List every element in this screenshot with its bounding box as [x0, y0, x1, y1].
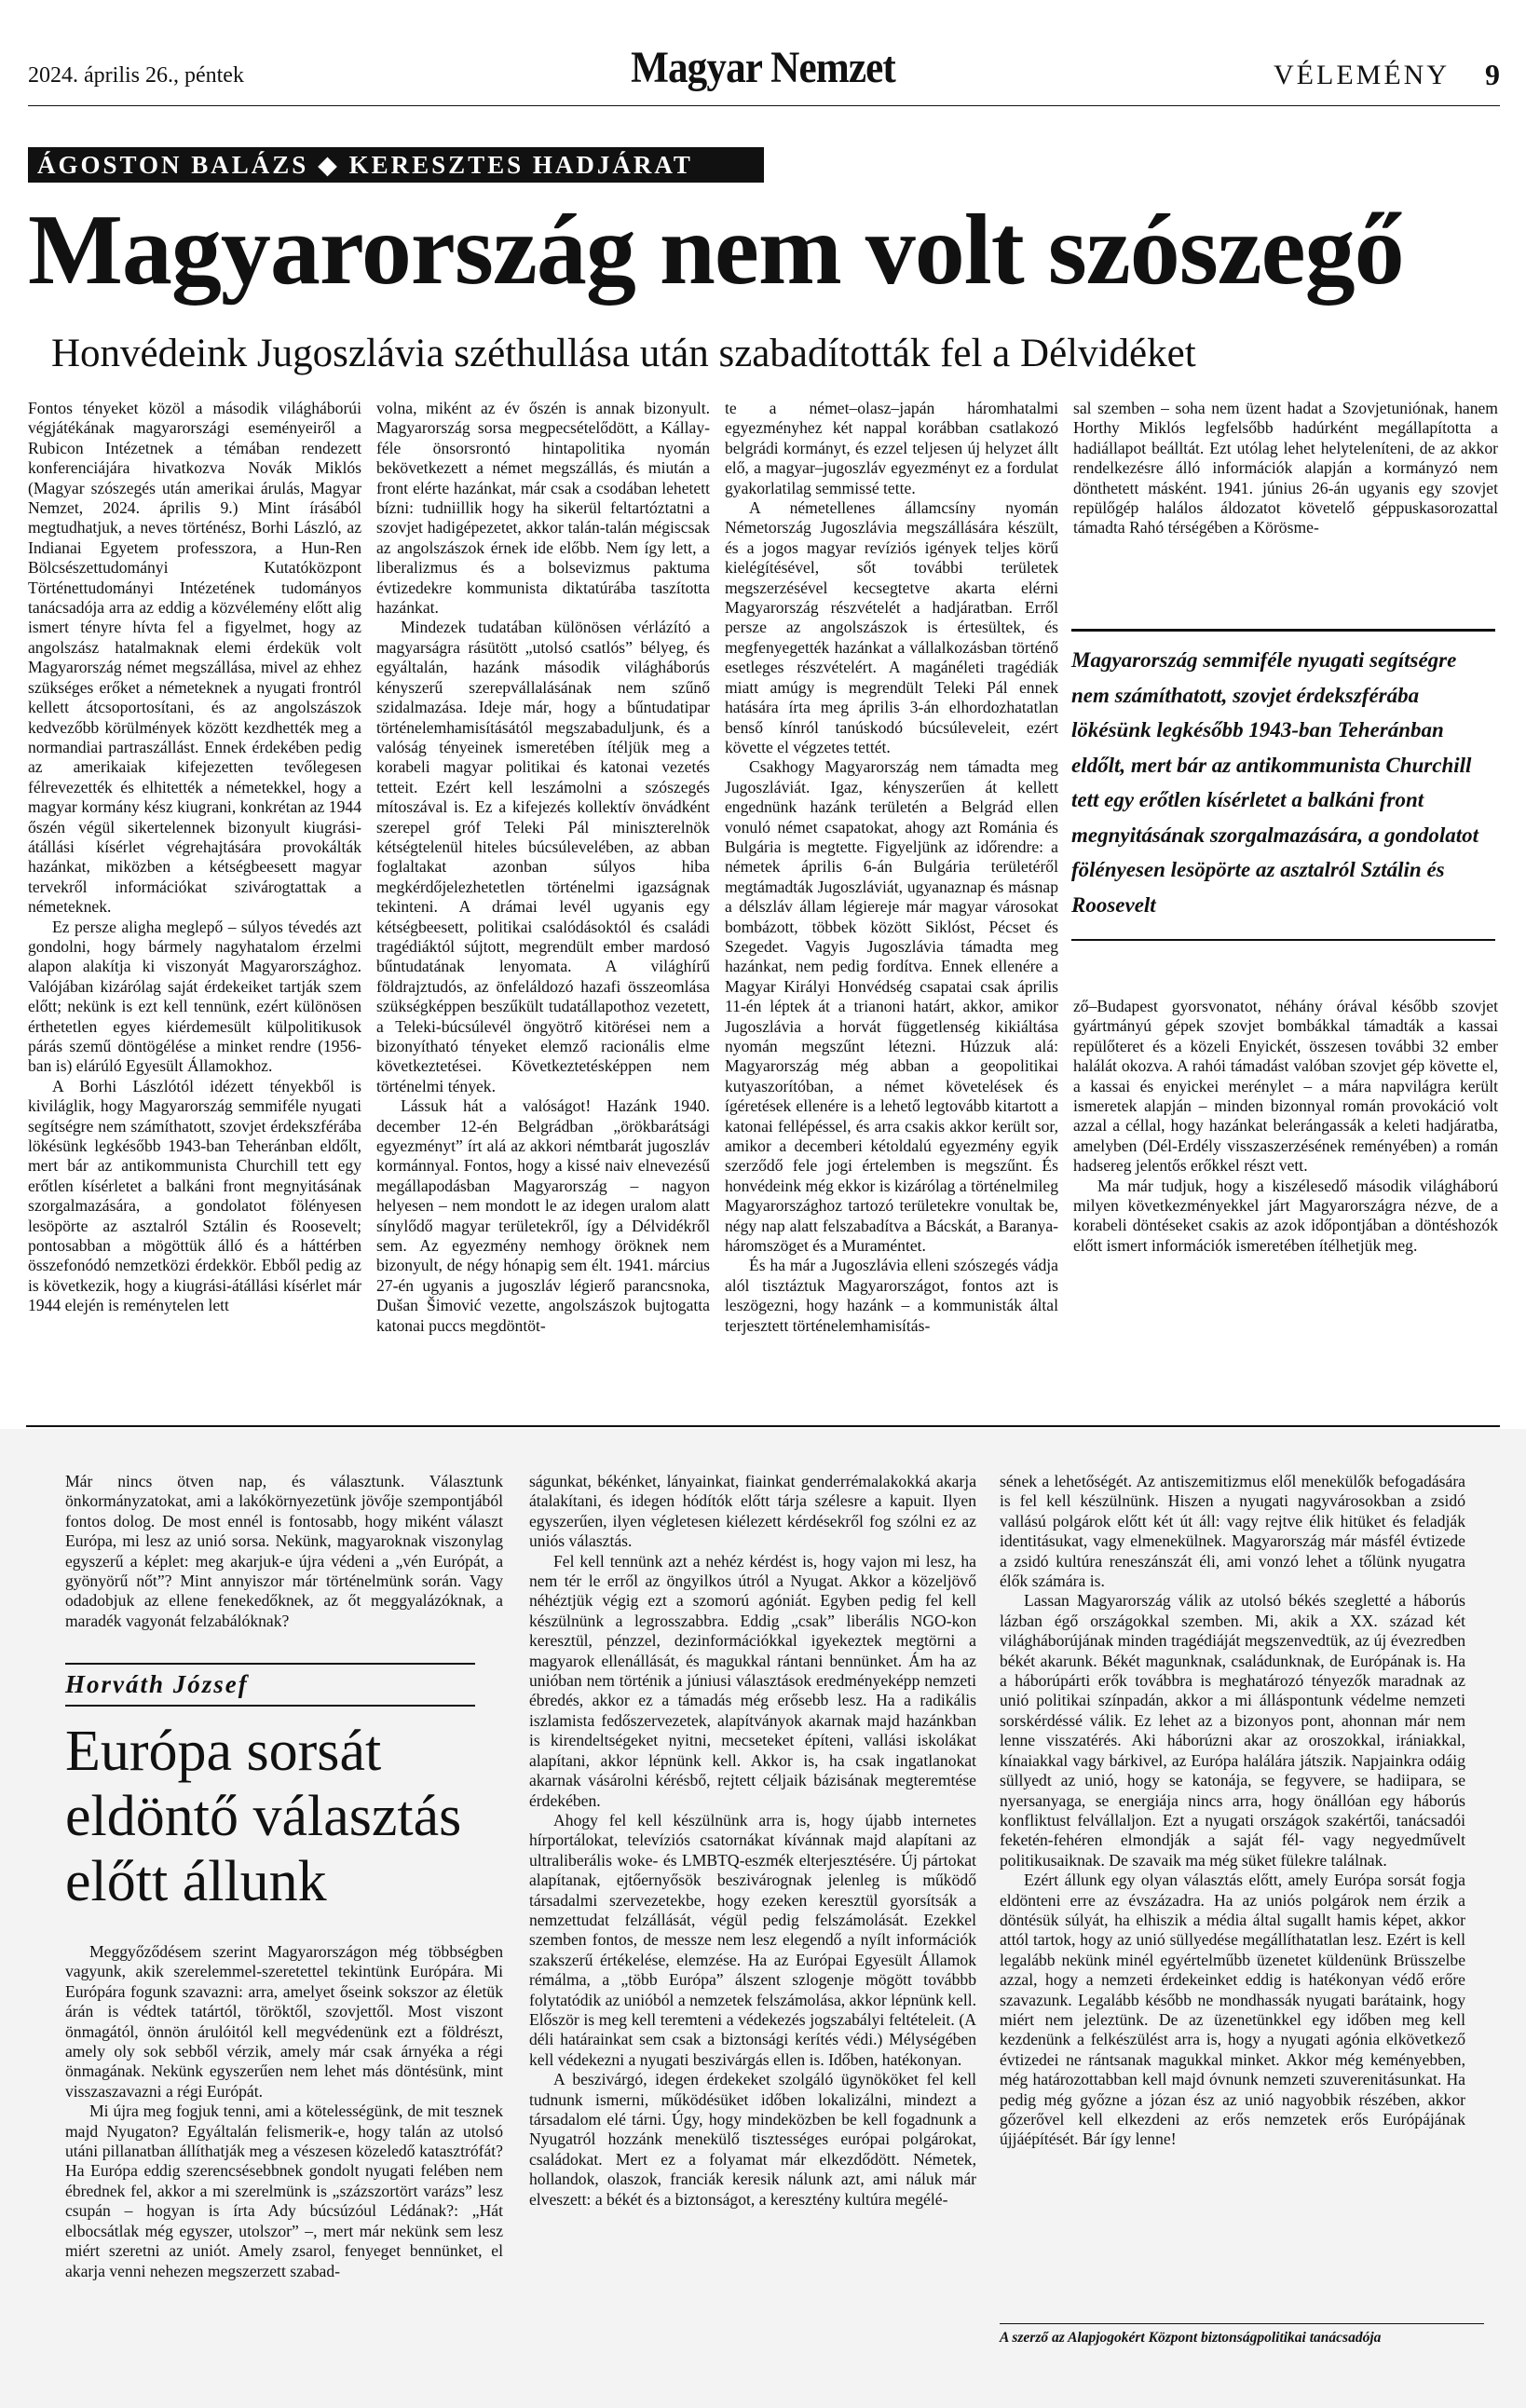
article-headline: Magyarország nem volt szószegő: [28, 195, 1404, 306]
paragraph: A beszivárgó, idegen érdekeket szolgáló ügynököket fel kell tudnunk ismerni, működésüket időben lokalizálni, mindezt a társadalom elé tárni. Úgy, hogy mindeközben be kell fogadnunk a Nyugatról hozzánk menekülő tisztességes európai polgárokat, családokat. Mert ez a folyamat már elkezdődött. Németek, hollandok, olaszok, franciák keresik nálunk azt, ami náluk már elveszett: a békét és a biztonságot, a keresztény kultúra megélé-: [529, 2070, 976, 2209]
section-name: VÉLEMÉNY: [1274, 60, 1450, 90]
article1-column-2: [376, 399, 710, 1336]
paragraph: Ez persze aligha meglepő – súlyos tévedés azt gondolni, hogy bármely nagyhatalom érzelmi alapon alakítja ki viszonyát Magyarországhoz. Valójában kizárólag saját érdekeiket tartják szem előtt; nekünk is ezt kell tennünk, ezért különösen érthetetlen egyes kiérdemesült külpolitikusok párás szemű döntögélése a minket rendre (1956-ban is) elárúló Egyesült Államokhoz.: [28, 917, 361, 1076]
masthead: Magyar Nemzet: [631, 43, 895, 92]
paragraph: Lassan Magyarország válik az utolsó békés szegletté a háborús lázban égő országokkal szemben. Mi, akik a XX. század két világháborújának minden tragédiáját megszenvedtük, az új évezredben békét akarunk. Békét magunknak, családunknak, de Európának is. Ha a háborúpárti erők továbbra is meghatározó tényezők maradnak az unió politikai színpadán, akkor a mi álláspontunk védelme nemzeti sorskérdéssé válik. Ez lehet az a bizonyos pont, ahonnan már nem lenne visszatérés. Aki háborúzni akar az oroszokkal, irániakkal, kínaiakkal vagy bárkivel, az Európa halálára játszik. Napjainkra odáig süllyedt az unió, hogy se katonája, se fegyvere, se hadiipara, se nyersanyaga, se energiája nincs arra, hogy önállóan egy háborús konfliktust felvállaljon. Ezt a nyugati országok szakértői, tanácsadói feketén-fehéren elmondják a saját fél- vagy negyedművelt politikusaiknak. De szavaik ma még süket fülekre találnak.: [1000, 1591, 1465, 1870]
issue-date: 2024. április 26., péntek: [28, 63, 244, 88]
paragraph: Ahogy fel kell készülnünk arra is, hogy újabb internetes hírportálokat, televíziós csatornákat kívánnak majd alapítani az ultraliberális woke- és LMBTQ-eszmék elterjesztésére. Új pártokat alapítanak, ejtőernyősök beszivárognak jelenleg is működő társadalmi szervezetekbe, hogy ezeken keresztül gyorsítsák a nemzettudat felzállását, végül pedig felszámolását. Ezekkel szemben fontos, de messze nem lesz elegendő a nyílt információk szakszerű értékelése, elemzése. Ha az Európai Egyesült Államok rémálma, a „több Európa” álszent szlogenje mögött továbbb folytatódik az unióból a nemzetek felszámolása, akkor lépnünk kell. Először is meg kell teremteni a védekezés jogszabályi feltételeit. (A déli határainkat sem csak a biztonsági kerítés védi.) Mélységében kell védekezni a nyugati beszivárgás ellen is. Időben, hatékonyan.: [529, 1810, 976, 2069]
paragraph: ző–Budapest gyorsvonatot, néhány órával később szovjet gyártmányú gépek szovjet bombákkal támadták a kassai repülőteret és a közeli Enyickét, összesen további 32 ember halálát okozva. A rahói támadást valóban szovjet gép követte el, a kassai és enyickei merénylet – a mára napvilágra került ismeretek alapján – minden bizonnyal román provokáció volt azzal a céllal, hogy hazánkat belerángassák a keleti hadjáratba, amelyben (Dél-Erdély visszaszerzésének reményében) a román hadsereg jelentős erőkkel részt vett.: [1073, 997, 1498, 1176]
article-byline-bar: ÁGOSTON BALÁZS ◆ KERESZTES HADJÁRAT: [28, 147, 764, 183]
article2-column-1: [65, 1942, 503, 2281]
article2-author: Horváth József: [65, 1663, 475, 1707]
paragraph: Fel kell tennünk azt a nehéz kérdést is, hogy vajon mi lesz, ha nem tér le erről az öngyilkos útról a Nyugat. Akkor a közeljövő néhéztjük végig ezt a szomorú agóniát. Egyben pedig fel kell készülnünk a legrosszabbra. Eddig „csak” liberális NGO-kon keresztül, pénzzel, dezinformációkkal igyekeztek megtörni a magyarok ellenállását, és magukkal rántani bennünket. Ám ha az unióban nem történik a júniusi választások eredményeképp nemzeti ébredés, akkor ez a támadás még erősebb lesz. Ha a radikális iszlamista fedőszervezetek, alapítványok akarnak majd hazánkban is kirendeltségeket nyitni, mecseteket építeni, vallási iskolákat alapítani, akkor lépnünk kell. Akkor is, ha csak ingatlanokat akarnak vásárolni kérésbő, rejtett céljaik bázisának megteremtése érdekében.: [529, 1551, 976, 1810]
paragraph: sal szemben – soha nem üzent hadat a Szovjetuniónak, hanem Horthy Miklós legfelsőbb hadúrként megállapította a hadiállapot beálltát. Ezt utólag lehet helyteleníteni, de az akkor rendelkezésre álló információk alapján a kormányzó nem dönthetett másként. 1941. június 26-án ugyanis egy szovjet repülőgép halálos áldozatot követelő géppuskasorozattal támadta Rahó térségében a Körösme-: [1073, 399, 1498, 537]
paragraph: te a német–olasz–japán háromhatalmi egyezményhez két nappal korábban csatlakozó belgrádi kormányt, és ezzel teljesen új helyzet állt elő, a magyar–jugoszláv egyezményt ez a fordulat gyakorlatilag semmissé tette.: [725, 399, 1058, 497]
article2-column-2: [529, 1472, 976, 2210]
paragraph: Ezért állunk egy olyan választás előtt, amely Európa sorsát fogja eldönteni erre az évszázadra. Ha az uniós polgárok nem érzik a döntésük súlyát, ha elhiszik a média által sugallt hamis képet, akkor attól tartok, hogy az unió süllyedése megállíthatatlan lesz. Ezért is kell legalább nekünk minél egyértelműbb üzenetet küldenünk Brüsszelbe azzal, hogy a nemzeti érdekeinket eddig is hatékonyan védő erőre szavazunk. Legalább később ne mondhassák nyugati barátaink, hogy miért nem jeleztünk. De az üzenetünkkel egy időben meg kell kezdenünk a felkészülést arra is, hogy a nyugati agónia elkövetkező évtizedei ne rántsanak magukkal minket. Akkor még keményebben, még határozottabban kell majd óvnunk nemzeti szuverenitásunkat. Ha pedig még győzne a józan ész az unió nagyobbik részében, akkor gőzerővel kell elkezdeni az erős nemzetek erős Európájának újjáépítését. Bár így lenne!: [1000, 1871, 1465, 2149]
paragraph: Ma már tudjuk, hogy a kiszélesedő második világháború milyen következményekkel járt Magyarországra nézve, de a korabeli döntéseket csakis az azok időpontjában a döntéshozók előtt ismert információk ismeretében ítélhetjük meg.: [1073, 1176, 1498, 1255]
paragraph: Fontos tényeket közöl a második világháborúi végjátékának magyarországi eseményeiről a Rubicon Intézetnek a témában rendezett konferenciájára hivatkozva Novák Miklós (Magyar szószegés után amerikai árulás, Magyar Nemzet, 2024. április 9.) Mint írásából megtudhatjuk, a neves történész, Borhi László, az Indianai Egyetem professzora, a Hun-Ren Bölcsészettudományi Kutatóközpont Történettudományi Intézetének tudományos tanácsadója arra az eddig a közvélemény előtt alig ismert tényre hívta fel a figyelmet, hogy az angolszász hatalmaknak elemi érdekük volt Magyarország német megszállása, mivel az ehhez szükséges erőket a németeknek a nyugati frontról kellett átcsoportosítani, és az angolszászok kedvezőbb körülmények között kezdhették meg a normandiai partraszállást. Ennek érdekében pedig az amerikaiak kifejezetten tevőlegesen félrevezették és elhitették a németekkel, hogy a magyar kormány kész kiugrani, konkrétan az 1944 őszén végül sikertelennek bizonyult kiugrási-átállási kísérlet végrehajtására provokálták hazánkat, miközben a kétségbeesett magyar tervekről információkat szivárogtattak a németeknek.: [28, 399, 361, 917]
paragraph: Csakhogy Magyarország nem támadta meg Jugoszláviát. Igaz, kényszerűen át kellett engednünk hazánk területén a Belgrád ellen vonuló német csapatokat, ahogy azt Románia és Bulgária is megtette. Figyeljünk az időrendre: a németek április 6-án Bulgária területéről megtámadták Jugoszláviát, ugyanaznap és másnap a délszláv állam légiereje már magyar városokat bombázott, többek között Siklóst, Pécset és Szegedet. Vagyis Jugoszlávia támadta meg hazánkat, nem pedig fordítva. Ennek ellenére a Magyar Királyi Honvédség csapatai csak április 11-én léptek át a trianoni határt, akkor, amikor Jugoszlávia a horvát függetlenség kikiáltása nyomán megszűnt létezni. Húzzuk alá: Magyarország még abban a geopolitikai kutyaszorítóban, a német követelések és ígéretések ellenére is a lehető legtovább kitartott a katonai fellépéssel, és arra csakis akkor került sor, amikor a decemberi kétoldalú egyezmény egyik szerződő fele jogi értelemben is megszűnt. És honvédeink még ekkor is kizárólag a történelmileg Magyarországhoz tartozó területekre vonultak be, négy nap alatt felszabadítva a Bácskát, a Baranya-háromszöget és a Muraméntet.: [725, 757, 1058, 1256]
paragraph: Meggyőződésem szerint Magyarországon még többségben vagyunk, akik szerelemmel-szeretettel tekintünk Európára. Mi Európára fogunk szavazni: arra, amelyet őseink sokszor az életük árán is védtek tatártól, töröktől, szovjettől. Most viszont önmagától, önnön árulóitól kell megvédenünk ezt a földrészt, amely oly sok sebből vérzik, amely már csak árnyéka a régi önmagának. Nekünk egyszerűen nem lehet más döntésünk, mint visszaszavazni a régi Európát.: [65, 1942, 503, 2101]
paragraph: Lássuk hát a valóságot! Hazánk 1940. december 12-én Belgrádban „örökbarátsági egyezményt” írt alá az akkori némtbarát jugoszláv kormánnyal. Fontos, hogy a kissé naiv elnevezésű megállapodásban Magyarország – nagyon helyesen – nem mondott le az idegen uralom alatt sínylődő magyar területekről, így a Délvidékről sem. Az egyezmény nemhogy öröknek nem bizonyult, de négy hónapig sem élt. 1941. március 27-én ugyanis a jugoszláv légierő parancsnoka, Dušan Šimović vezette, angolszászok bujtogatta katonai puccs megdöntöt-: [376, 1096, 710, 1335]
article2-headline: Európa sorsát eldöntő választás előtt állunk: [65, 1720, 462, 1913]
paragraph: A Borhi Lászlótól idézett tényekből is kiviláglik, hogy Magyarország semmiféle nyugati segítségre nem számíthatott, szovjet érdekszférába lökésünk legkésőbb 1943-ban Teheránban eldőlt, mert bár az antikommunista Churchill tett egy erőtlen kísérletet a balkáni front megnyitásának szorgalmazására, a gondolatot fölényesen lesöpörte az asztalról Sztálin és Roosevelt; pontosabban a mögöttük álló és a háttérben összefonódó nemzetközi érdekkör. Ebből pedig az is következik, hogy a kiugrási-átállási kísérlet már 1944 elején is reménytelen lett: [28, 1076, 361, 1315]
article1-column-3: [725, 399, 1058, 1336]
author-footnote: A szerző az Alapjogokért Központ biztonságpolitikai tanácsadója: [1000, 2323, 1484, 2347]
paragraph: Mindezek tudatában különösen vérlázító a magyarságra rásütött „utolsó csatlós” bélyeg, és egyáltalán, hazánk második világháborús kényszerű szerepvállalásának nem szűnő szidalmazása. Ideje már, hogy a bűntudatipar történelemhamisításától megszabaduljunk, és a valóság tényeinek ismeretében ítéljük meg a korabeli magyar politikai és katonai vezetés tetteit. Ezért kell leszámolni a szószegés mítoszával is. Ez a kifejezés kollektív önvádként szerepel gróf Teleki Pál miniszterelnök kétségtelenül hiteles búcsúlevelében, az abban foglaltakat azonban súlyos hiba megkérdőjelezhetetlen történelmi igazságnak tekinteni. A drámai levél ugyanis egy kétségbeesett, politikai csalódásoktól és családi tragédiáktól sújtott, megrendült ember mardosó bűntudatának lenyomata. A világhírű földrajztudós, az önfeláldozó hazafi összeomlása szükségképpen beszűkült tudatállapothoz vezetett, a Teleki-búcsúlevél öngyötrő kitörései nem a bizonyítható tényeket elemző racionális elme következtetései. Következtetésképpen nem történelmi tények.: [376, 618, 710, 1095]
article2-column-3: [1000, 1472, 1465, 2150]
article2-intro: [65, 1472, 503, 1631]
paragraph: ságunkat, békénket, lányainkat, fiainkat genderrémalakokká akarja átalakítani, és idegen hódítók előtt tárja szélesre a kapuit. Ilyen egyszerűen, ilyen végletesen kiélezett kérdésekről fog szólni ez az uniós választás.: [529, 1472, 976, 1551]
article1-column-4-top: [1073, 399, 1498, 538]
paragraph: A németellenes államcsíny nyomán Németország Jugoszlávia megszállására készült, és a jogos magyar revíziós igények teljes körű kielégítésével, sőt további területek megszerzésével kecsegtetve akarta elérni Magyarország részvételét a hadjáratban. Erről persze az angolszászok is értesültek, és megfenyegették hazánkat a vállalkozásban történő esetleges részvételért. A magánéleti tragédiák miatt amúgy is megrendült Teleki Pál ennek hatására írta meg április 3-án elhordozhatatlan benső kínról tanúskodó búcsúleveleit, ezért követte el végzetes tettét.: [725, 498, 1058, 756]
pull-quote: Magyarország semmiféle nyugati segítségre nem számíthatott, szovjet érdekszférába lökésünk legkésőbb 1943-ban Teheránban eldőlt, mert bár az antikommunista Churchill tett egy erőtlen kísérletet a balkáni front megnyitásának szorgalmazására, a gondolatot fölényesen lesöpörte az asztalról Sztálin és Roosevelt: [1071, 629, 1495, 941]
article-subheadline: Honvédeink Jugoszlávia széthullása után szabadították fel a Délvidéket: [51, 332, 1196, 375]
intro-paragraph: Már nincs ötven nap, és választunk. Választunk önkormányzatokat, ami a lakókörnyezetünk jövője szempontjából fontos dolog. De most ennél is fontosabb, hogy miként választ Európa, mi lesz az unió sorsa. Nekünk, magyaroknak viszonylag egyszerű a képlet: meg akarjuk-e újra védeni a „vén Európát, a gyönyörű nőt”? Mint annyiszor már történelmünk során. Vagy odadobjuk az ellene fenekedőknek, az őt meggyalázóknak, a maradék vagyonát felzabálóknak?: [65, 1472, 503, 1630]
paragraph: sének a lehetőségét. Az antiszemitizmus elől menekülők befogadására is fel kell készülnünk. Hiszen a nyugati nagyvárosokban a zsidó vallású polgárok előtt két út áll: vagy rejtve élik hitüket és feladják identitásukat, vagy elmenekülnek. Magyarország már másfél évtizede a zsidó kultúra reneszánszát éli, ami vonzó lehet a tőlünk nyugatra élők számára is.: [1000, 1472, 1465, 1591]
header-rule: [28, 105, 1500, 106]
paragraph: És ha már a Jugoszlávia elleni szószegés vádja alól tisztáztuk Magyarországot, fontos azt is leszögezni, hogy hazánk – a kommunisták által terjesztett történelemhamisítás-: [725, 1256, 1058, 1335]
paragraph: volna, miként az év őszén is annak bizonyult. Magyarország sorsa megpecsételődött, a Kállay-féle önsorsrontó hintapolitika nyomán bekövetkezett a német megszállás, és miután a front elérte hazánkat, már csak a csodában lehetett bízni: tudniillik hogy ha sikerül feltartóztatni a szovjet hadigépezetet, akkor talán-talán mégiscsak az angolszászok érnek ide előbb. Nem így lett, a liberalizmus és a bolsevizmus paktuma évtizedekre kommunista diktatúrába taszította hazánkat.: [376, 399, 710, 618]
section-divider: [26, 1425, 1500, 1427]
paragraph: Mi újra meg fogjuk tenni, ami a kötelességünk, de mit tesznek majd Nyugaton? Egyáltalán felismerik-e, hogy talán az utolsó utáni pillanatban állíthatják meg a vészesen közeledő katasztrófát? Ha Európa eddig szerencsésebbnek gondolt nyugati felében nem ébrednek fel, akkor a mi szerelmünk is „százszortört varázs” lesz csupán – hogyan is írta Ady búcsúzóul Lédának?: „Hát elbocsátlak még egyszer, utolszor” –, mert már nekünk sem lesz miért szeretni az uniót. Amely zsarol, fenyeget bennünket, el akarja venni nehezen megszerzett szabad-: [65, 2102, 503, 2280]
page-number: 9: [1485, 58, 1500, 91]
article1-column-1: [28, 399, 361, 1316]
article1-column-4-bottom: [1073, 997, 1498, 1256]
